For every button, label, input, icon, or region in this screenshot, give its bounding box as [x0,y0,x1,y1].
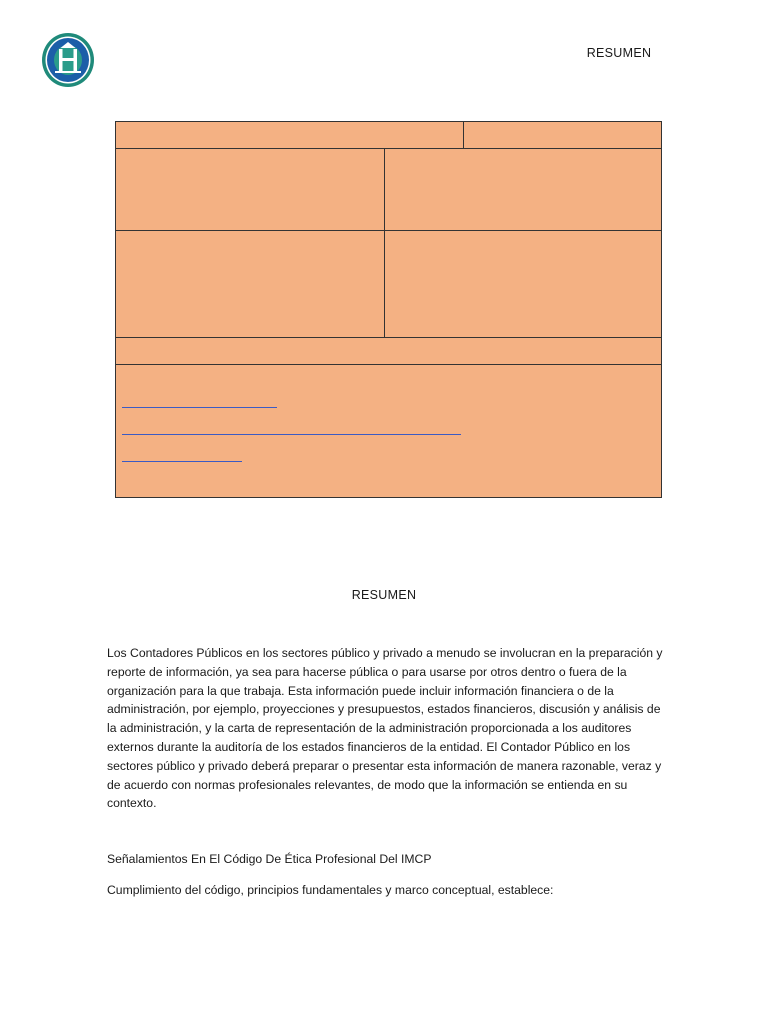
table-cell [390,154,655,224]
reference-link[interactable] [122,434,461,435]
institution-seal-icon [41,32,95,88]
info-table [115,121,662,498]
header-title: RESUMEN [586,46,652,60]
table-cell [390,236,655,331]
table-divider [116,337,661,338]
compliance-heading: Cumplimiento del código, principios fundamentales y marco conceptual, establece: [107,883,554,897]
table-divider [116,364,661,365]
table-divider [116,148,661,149]
table-cell [122,236,377,331]
table-divider [116,230,661,231]
table-cell [122,154,377,224]
section-title: RESUMEN [351,588,417,602]
reference-link[interactable] [122,461,242,462]
table-cell [122,370,657,490]
table-cell [122,127,457,145]
table-cell [122,343,657,361]
table-divider [384,148,385,337]
summary-paragraph: Los Contadores Públicos en los sectores público y privado a menudo se involucran en la preparación y reporte de información, ya sea para hacerse pública o para usarse por otros dentro o fuera de la organización para la que trabaja. Esta información puede incluir información financiera o de la administración, por ejemplo, proyecciones y presupuestos, estados financieros, discusión y análisis de la administración, y la carta de representación de la administración proporcionada a los auditores externos durante la auditoría de los estados financieros de la entidad. El Contador Público en los sectores público y privado deberá preparar o presentar esta información de manera razonable, veraz y de acuerdo con normas profesionales relevantes, de modo que la información se entienda en su contexto. [107,646,663,811]
ethics-code-heading: Señalamientos En El Código De Ética Profesional Del IMCP [107,852,432,866]
table-divider [463,122,464,148]
table-cell [469,127,654,145]
reference-link[interactable] [122,407,277,408]
